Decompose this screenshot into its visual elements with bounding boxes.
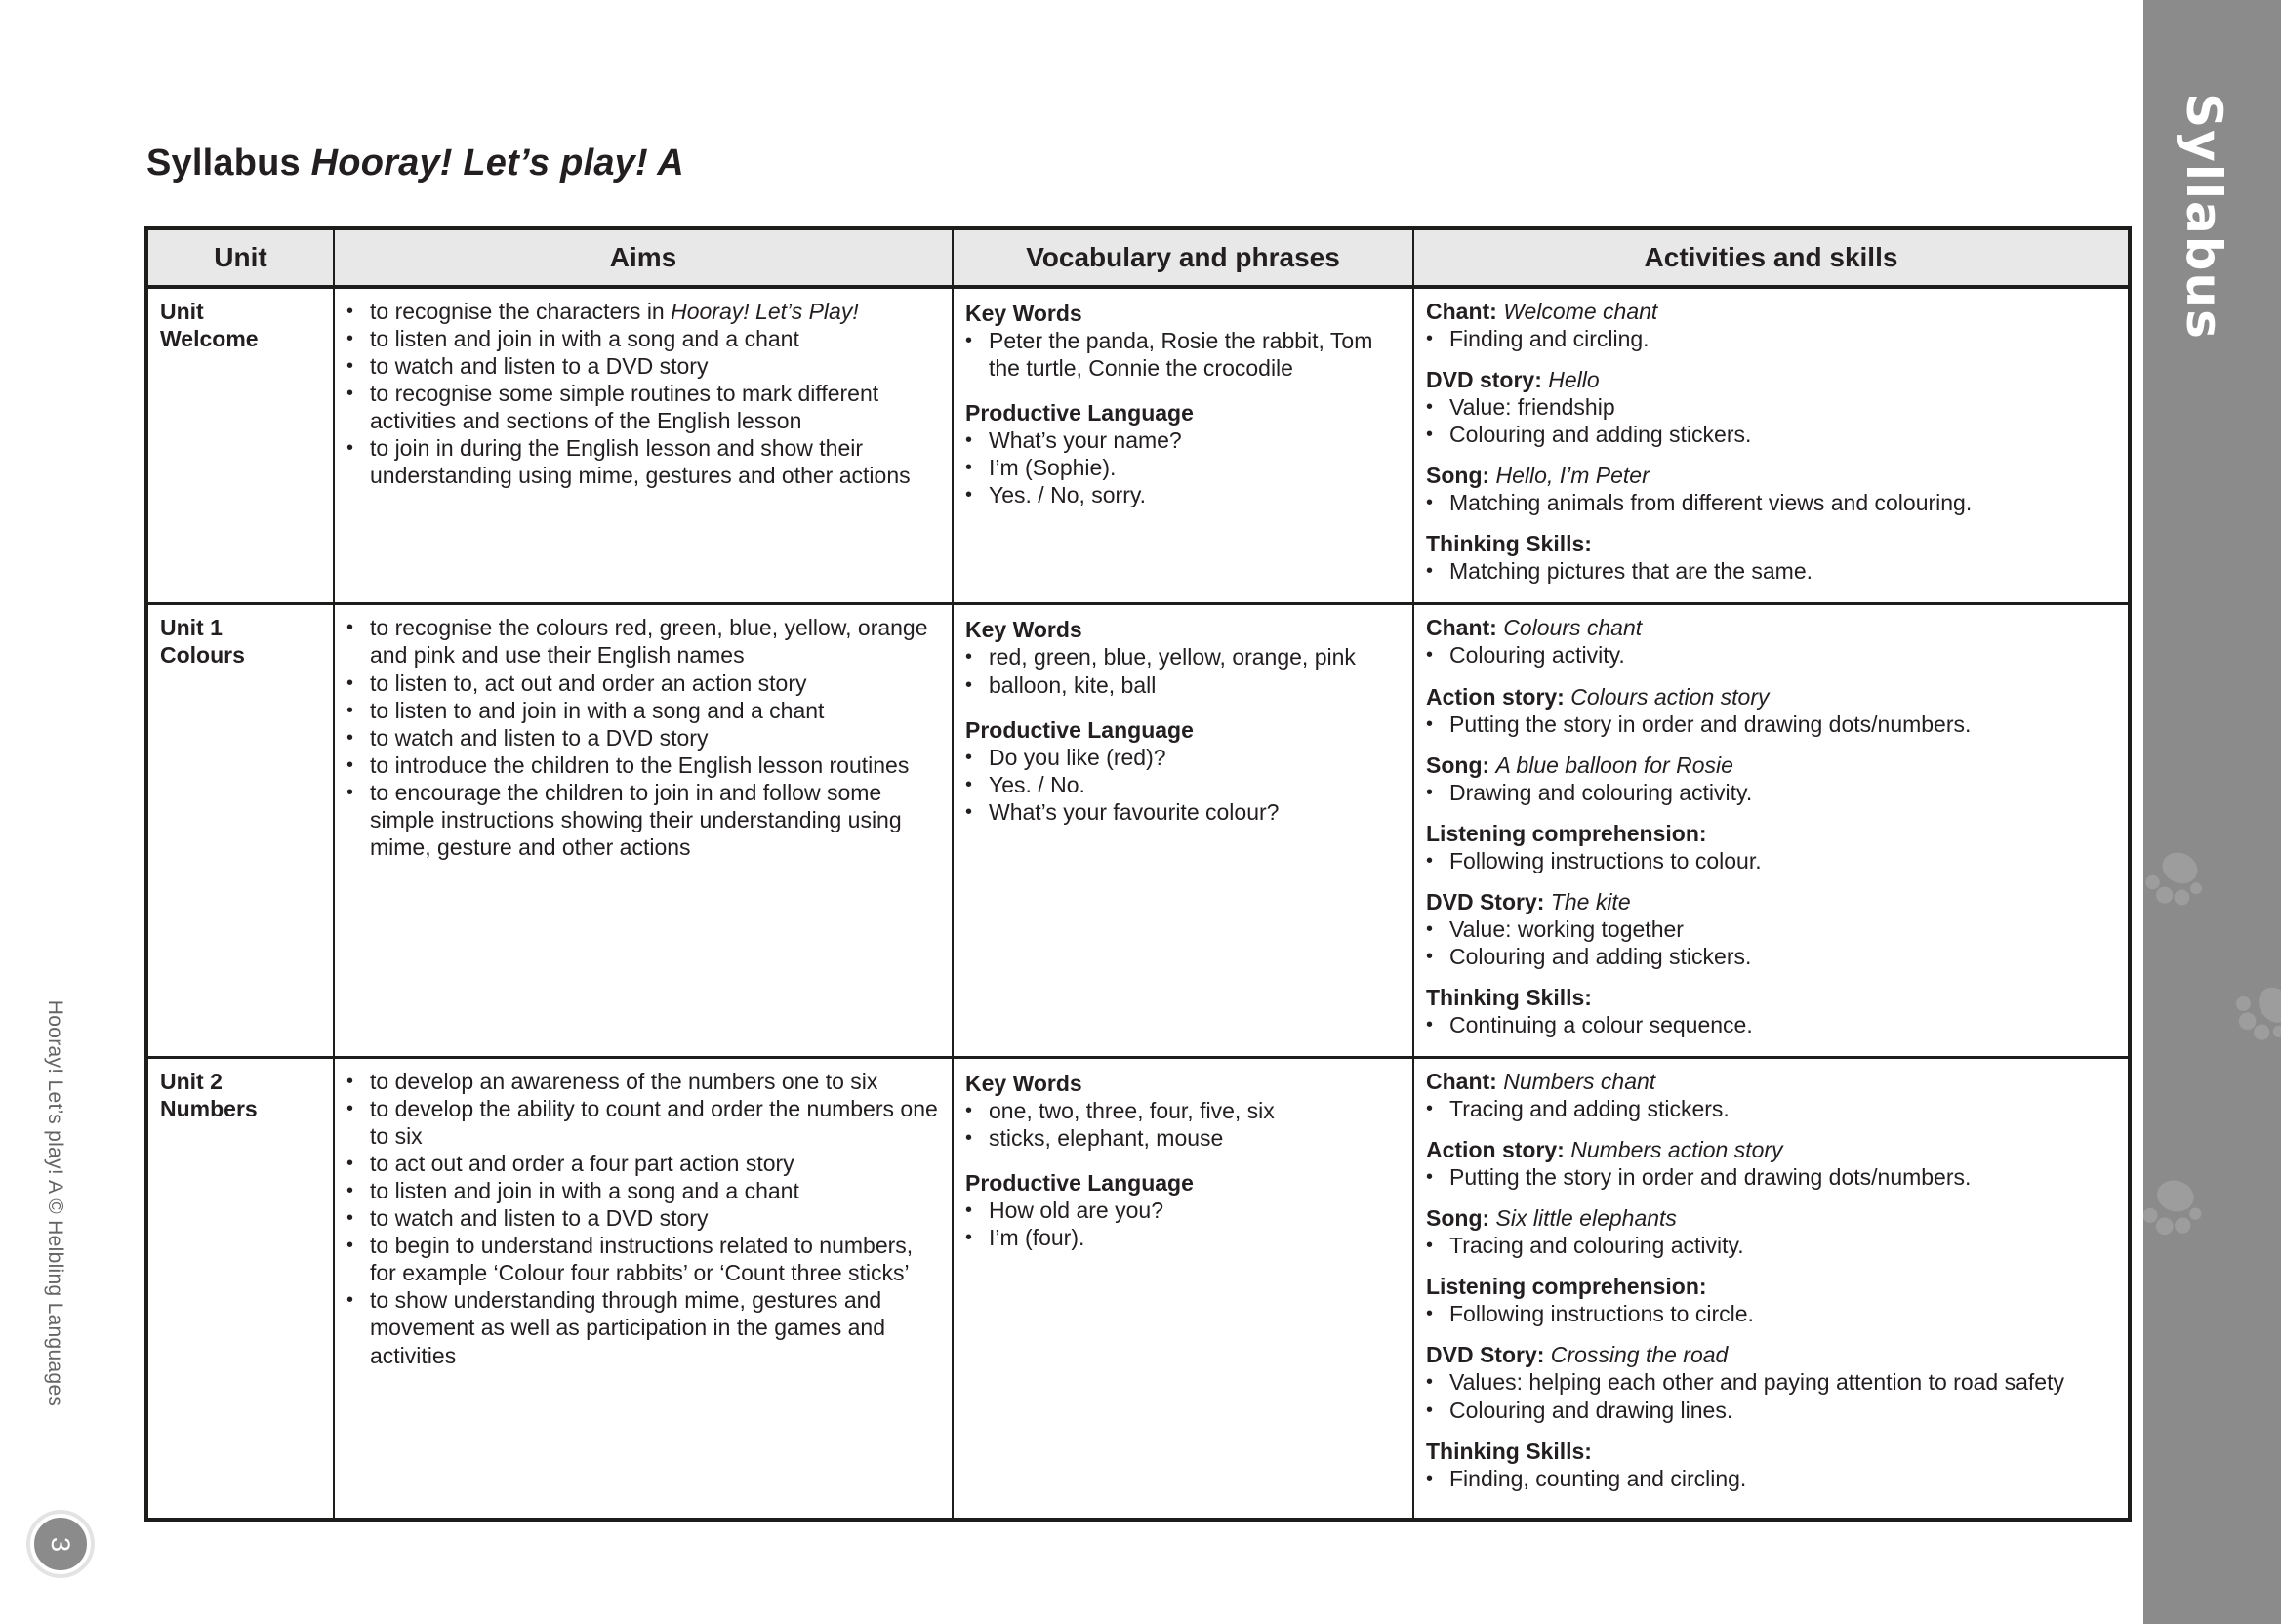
page-title-regular: Syllabus (146, 142, 301, 183)
activity-title: Six little elephants (1495, 1205, 1677, 1232)
bullet-text: Matching pictures that are the same. (1449, 558, 1813, 585)
bullet-text: I’m (Sophie). (989, 455, 1117, 481)
bullet-item (346, 298, 940, 325)
bullet-dot: • (965, 1127, 973, 1150)
bullet-dot: • (1426, 1371, 1434, 1394)
bullet-dot: • (346, 437, 354, 460)
activity-group (1426, 888, 2116, 970)
vocabulary-section (965, 1169, 1401, 1251)
bullet-dot: • (1426, 712, 1434, 735)
activity-label: DVD Story: (1426, 888, 1545, 914)
bullet-dot: • (1426, 1303, 1434, 1325)
activity-group (1426, 1204, 2116, 1259)
activity-label: DVD Story: (1426, 1342, 1545, 1368)
bullet-item (346, 1204, 940, 1232)
bullet-item (965, 327, 1401, 382)
bullet-text: to watch and listen to a DVD story (370, 724, 709, 751)
table-row (146, 604, 2130, 1058)
vocabulary-section (965, 399, 1401, 508)
activity-group (1426, 751, 2116, 806)
vocabulary-section (965, 616, 1401, 698)
paw-print-icon (2220, 965, 2281, 1058)
bullet-text: to listen to, act out and order an action story (370, 670, 807, 696)
bullet-text: to encourage the children to join in and follow some simple instructions showing their understanding using mime, gesture and other actions (370, 779, 902, 860)
vocabulary-cell (953, 287, 1413, 604)
sidebar-syllabus-label: Syllabus (2176, 93, 2232, 341)
aims-cell (334, 604, 953, 1058)
bullet-dot: • (346, 617, 354, 639)
bullet-item (1426, 557, 2116, 585)
unit-cell (146, 1058, 334, 1520)
bullet-item (965, 671, 1401, 699)
activity-title: Hello, I’m Peter (1495, 463, 1650, 489)
unit-label: Unit (160, 299, 204, 324)
bullet-dot: • (965, 673, 973, 696)
bullet-dot: • (346, 1289, 354, 1312)
bullet-dot: • (346, 328, 354, 350)
table-row (146, 287, 2130, 604)
bullet-text: Colouring activity. (1449, 642, 1625, 669)
activities-cell (1413, 1058, 2130, 1520)
bullet-item (346, 1286, 940, 1368)
syllabus-table-body (146, 287, 2130, 1520)
bullet-dot: • (1426, 1399, 1434, 1421)
bullet-text: to show understanding through mime, gestures and movement as well as participation in the games and activities (370, 1287, 886, 1368)
activity-title: A blue balloon for Rosie (1495, 751, 1733, 778)
activity-label: Chant: (1426, 299, 1497, 324)
bullet-dot: • (346, 1235, 354, 1257)
activity-group (1426, 1136, 2116, 1191)
bullet-dot: • (1426, 1235, 1434, 1257)
bullet-dot: • (1426, 1098, 1434, 1120)
bullet-dot: • (1426, 328, 1434, 350)
bullet-text: to act out and order a four part action story (370, 1151, 794, 1177)
bullet-dot: • (1426, 849, 1434, 872)
activity-heading (1426, 1204, 2116, 1232)
bullet-item (346, 670, 940, 697)
bullet-text: Tracing and colouring activity. (1449, 1233, 1744, 1259)
bullet-dot: • (1426, 1467, 1434, 1489)
bullet-dot: • (965, 746, 973, 768)
activity-label: Song: (1426, 463, 1490, 489)
bullet-item (1426, 779, 2116, 806)
activity-group (1426, 1438, 2116, 1492)
page-title (146, 142, 684, 184)
activities-cell (1413, 287, 2130, 604)
bullet-dot: • (346, 1180, 354, 1202)
unit-topic: Numbers (160, 1096, 258, 1122)
bullet-item (965, 771, 1401, 798)
bullet-item (965, 481, 1401, 508)
bullet-item (1426, 847, 2116, 874)
bullet-dot: • (346, 1098, 354, 1120)
activity-label: Chant: (1426, 615, 1497, 641)
bullet-dot: • (1426, 492, 1434, 514)
bullet-dot: • (1426, 396, 1434, 419)
bullet-text: one, two, three, four, five, six (989, 1098, 1275, 1124)
bullet-text: Do you like (red)? (989, 744, 1166, 770)
activity-label: Action story: (1426, 1137, 1565, 1163)
bullet-text: Continuing a colour sequence. (1449, 1011, 1753, 1037)
activity-group (1426, 614, 2116, 669)
paw-print-icon (2143, 834, 2219, 920)
bullet-dot: • (1426, 781, 1434, 803)
activity-label: Action story: (1426, 683, 1565, 710)
activity-label: Listening comprehension: (1426, 820, 1707, 846)
bullet-item (1426, 1465, 2116, 1492)
bullet-text: to listen and join in with a song and a chant (370, 326, 799, 352)
bullet-text: Drawing and colouring activity. (1449, 779, 1753, 805)
bullet-dot: • (1426, 644, 1434, 667)
activity-group (1426, 984, 2116, 1038)
bullet-text: to recognise the characters in Hooray! Let’s Play! (370, 299, 859, 324)
bullet-item (1426, 943, 2116, 970)
activity-heading (1426, 984, 2116, 1011)
bullet-text: to begin to understand instructions related to numbers, for example ‘Colour four rabbits’ or ‘Count three sticks’ (370, 1233, 914, 1286)
unit-label: Unit 1 (160, 615, 223, 641)
bullet-text: What’s your favourite colour? (989, 798, 1280, 825)
vocabulary-section (965, 300, 1401, 382)
bullet-item (965, 454, 1401, 481)
bullet-dot: • (965, 457, 973, 479)
activity-title: Crossing the road (1550, 1342, 1729, 1368)
bullet-text: sticks, elephant, mouse (989, 1125, 1224, 1152)
activity-label: Chant: (1426, 1069, 1497, 1095)
vocabulary-heading: Key Words (965, 1071, 1082, 1097)
activity-group (1426, 820, 2116, 874)
vocabulary-heading: Productive Language (965, 1170, 1194, 1197)
bullet-item (1426, 325, 2116, 352)
bullet-dot: • (1426, 917, 1434, 940)
bullet-item (1426, 915, 2116, 943)
aims-cell (334, 1058, 953, 1520)
bullet-dot: • (346, 1207, 354, 1230)
bullet-text: Putting the story in order and drawing dots/numbers. (1449, 710, 1972, 737)
activity-heading (1426, 683, 2116, 710)
bullet-text: balloon, kite, ball (989, 671, 1157, 698)
bullet-item (1426, 641, 2116, 669)
bullet-text: to recognise some simple routines to mark different activities and sections of the English lesson (370, 381, 879, 434)
activity-title: Numbers action story (1570, 1137, 1783, 1163)
activity-group (1426, 298, 2116, 352)
bullet-text: Colouring and drawing lines. (1449, 1397, 1733, 1423)
bullet-text: to develop an awareness of the numbers one to six (370, 1069, 878, 1095)
vocabulary-section (965, 716, 1401, 826)
bullet-item (346, 1068, 940, 1095)
bullet-text: Following instructions to colour. (1449, 847, 1762, 873)
bullet-text: Following instructions to circle. (1449, 1301, 1754, 1327)
bullet-dot: • (965, 646, 973, 669)
bullet-item (965, 744, 1401, 771)
bullet-item (346, 1232, 940, 1286)
table-row (146, 1058, 2130, 1520)
bullet-dot: • (1426, 945, 1434, 967)
activity-title: Colours action story (1570, 683, 1770, 710)
bullet-text: How old are you? (989, 1198, 1163, 1224)
bullet-text: Colouring and adding stickers. (1449, 422, 1752, 448)
bullet-text: to introduce the children to the English lesson routines (370, 751, 910, 778)
paw-print-icon (2143, 1165, 2214, 1246)
activity-heading (1426, 462, 2116, 489)
bullet-dot: • (346, 301, 354, 322)
bullet-dot: • (965, 1227, 973, 1249)
bullet-dot: • (965, 484, 973, 507)
bullet-text: to listen and join in with a song and a chant (370, 1178, 799, 1204)
bullet-dot: • (965, 773, 973, 795)
bullet-item (1426, 1232, 2116, 1259)
margin-credit-text: Hooray! Let’s play! A © Helbling Languages (44, 999, 66, 1407)
bullet-item (346, 614, 940, 669)
activity-title: The kite (1550, 888, 1631, 914)
vocabulary-heading: Key Words (965, 301, 1082, 326)
bullet-dot: • (1426, 1013, 1434, 1035)
activity-heading (1426, 614, 2116, 641)
vocabulary-cell (953, 604, 1413, 1058)
bullet-item (965, 1124, 1401, 1152)
bullet-text: Value: friendship (1449, 394, 1615, 421)
bullet-dot: • (965, 800, 973, 823)
activity-heading (1426, 366, 2116, 393)
bullet-dot: • (346, 1071, 354, 1093)
page-number-badge (30, 1514, 91, 1574)
unit-topic: Welcome (160, 326, 259, 352)
bullet-item (346, 380, 940, 434)
page-number: 3 (46, 1536, 76, 1552)
bullet-item (346, 751, 940, 779)
bullet-dot: • (346, 355, 354, 378)
vocabulary-heading: Productive Language (965, 716, 1194, 743)
activities-cell (1413, 604, 2130, 1058)
bullet-text: to watch and listen to a DVD story (370, 1205, 709, 1232)
activity-group (1426, 1273, 2116, 1327)
bullet-text: to join in during the English lesson and show their understanding using mime, gestures and other actions (370, 435, 911, 489)
bullet-item (965, 643, 1401, 670)
bullet-item (965, 1224, 1401, 1251)
bullet-item (1426, 393, 2116, 421)
bullet-dot: • (346, 753, 354, 776)
column-header-activities: Activities and skills (1413, 228, 2130, 287)
bullet-dot: • (1426, 1166, 1434, 1189)
activity-heading (1426, 820, 2116, 847)
bullet-item (1426, 1300, 2116, 1327)
bullet-item (1426, 489, 2116, 516)
bullet-text: Finding and circling. (1449, 326, 1650, 352)
table-header-row (146, 228, 2130, 287)
activity-heading (1426, 888, 2116, 915)
activity-group (1426, 366, 2116, 448)
bullet-item (1426, 421, 2116, 448)
bullet-dot: • (346, 726, 354, 749)
bullet-text: Yes. / No. (989, 771, 1085, 797)
bullet-item (1426, 1368, 2116, 1396)
activity-heading (1426, 1273, 2116, 1300)
bullet-text: to listen to and join in with a song and a chant (370, 697, 825, 723)
activity-group (1426, 1341, 2116, 1423)
bullet-item (346, 1177, 940, 1204)
activity-heading (1426, 1438, 2116, 1465)
activity-label: Song: (1426, 751, 1490, 778)
activity-heading (1426, 298, 2116, 325)
column-header-vocabulary: Vocabulary and phrases (953, 228, 1413, 287)
syllabus-table (144, 226, 2132, 1522)
bullet-text: Putting the story in order and drawing dots/numbers. (1449, 1164, 1972, 1191)
sidebar (2143, 0, 2281, 1624)
page-title-italic: Hooray! Let’s play! A (310, 142, 684, 183)
activity-label: Thinking Skills: (1426, 531, 1592, 557)
bullet-dot: • (346, 699, 354, 721)
activity-label: Song: (1426, 1205, 1490, 1232)
bullet-text: red, green, blue, yellow, orange, pink (989, 644, 1356, 670)
activity-heading (1426, 751, 2116, 779)
bullet-dot: • (965, 1100, 973, 1122)
bullet-text: I’m (four). (989, 1225, 1085, 1251)
activity-title: Welcome chant (1503, 299, 1658, 324)
unit-topic: Colours (160, 642, 245, 669)
activity-heading (1426, 530, 2116, 557)
activity-group (1426, 1068, 2116, 1122)
bullet-text: to recognise the colours red, green, blue, yellow, orange and pink and use their English names (370, 615, 928, 669)
aims-cell (334, 287, 953, 604)
activity-heading (1426, 1136, 2116, 1163)
unit-cell (146, 287, 334, 604)
bullet-text: Peter the panda, Rosie the rabbit, Tom the turtle, Connie the crocodile (989, 328, 1373, 382)
bullet-dot: • (965, 1199, 973, 1222)
activity-label: Listening comprehension: (1426, 1274, 1707, 1300)
bullet-item (346, 325, 940, 352)
bullet-dot: • (346, 1153, 354, 1175)
bullet-text: What’s your name? (989, 427, 1182, 454)
bullet-item (965, 1097, 1401, 1124)
bullet-text: to watch and listen to a DVD story (370, 353, 709, 380)
unit-label: Unit 2 (160, 1069, 223, 1095)
bullet-item (965, 1197, 1401, 1224)
bullet-item (965, 798, 1401, 826)
bullet-item (1426, 1397, 2116, 1424)
bullet-item (1426, 1095, 2116, 1122)
bullet-text: Matching animals from different views and colouring. (1449, 490, 1973, 516)
bullet-item (346, 724, 940, 751)
activity-group (1426, 530, 2116, 585)
bullet-dot: • (346, 781, 354, 803)
unit-cell (146, 604, 334, 1058)
vocabulary-section (965, 1070, 1401, 1152)
bullet-text: Tracing and adding stickers. (1449, 1096, 1730, 1122)
bullet-dot: • (346, 383, 354, 405)
bullet-item (1426, 710, 2116, 738)
column-header-aims: Aims (334, 228, 953, 287)
bullet-item (346, 779, 940, 861)
bullet-text: to develop the ability to count and order the numbers one to six (370, 1096, 938, 1150)
activity-title: Colours chant (1503, 615, 1643, 641)
bullet-text: Finding, counting and circling. (1449, 1465, 1747, 1491)
bullet-item (1426, 1011, 2116, 1038)
bullet-text: Value: working together (1449, 915, 1684, 942)
bullet-item (346, 1150, 940, 1177)
vocabulary-heading: Key Words (965, 617, 1082, 643)
bullet-item (346, 1095, 940, 1150)
bullet-text: Yes. / No, sorry. (989, 482, 1147, 508)
activity-title: Numbers chant (1503, 1069, 1656, 1095)
activity-heading (1426, 1341, 2116, 1368)
bullet-item (346, 434, 940, 489)
bullet-dot: • (965, 429, 973, 452)
bullet-item (346, 697, 940, 724)
vocabulary-cell (953, 1058, 1413, 1520)
activity-label: DVD story: (1426, 367, 1542, 393)
bullet-text: Colouring and adding stickers. (1449, 943, 1752, 969)
bullet-text: Values: helping each other and paying attention to road safety (1449, 1369, 2064, 1396)
column-header-unit: Unit (146, 228, 334, 287)
bullet-dot: • (1426, 424, 1434, 446)
bullet-item (346, 352, 940, 380)
activity-group (1426, 462, 2116, 516)
activity-heading (1426, 1068, 2116, 1095)
activity-label: Thinking Skills: (1426, 984, 1592, 1010)
activity-group (1426, 683, 2116, 738)
bullet-item (1426, 1163, 2116, 1191)
activity-title: Hello (1548, 367, 1600, 393)
bullet-item (965, 426, 1401, 454)
bullet-dot: • (346, 671, 354, 694)
bullet-dot: • (965, 330, 973, 352)
bullet-dot: • (1426, 560, 1434, 583)
vocabulary-heading: Productive Language (965, 400, 1194, 426)
activity-label: Thinking Skills: (1426, 1438, 1592, 1464)
